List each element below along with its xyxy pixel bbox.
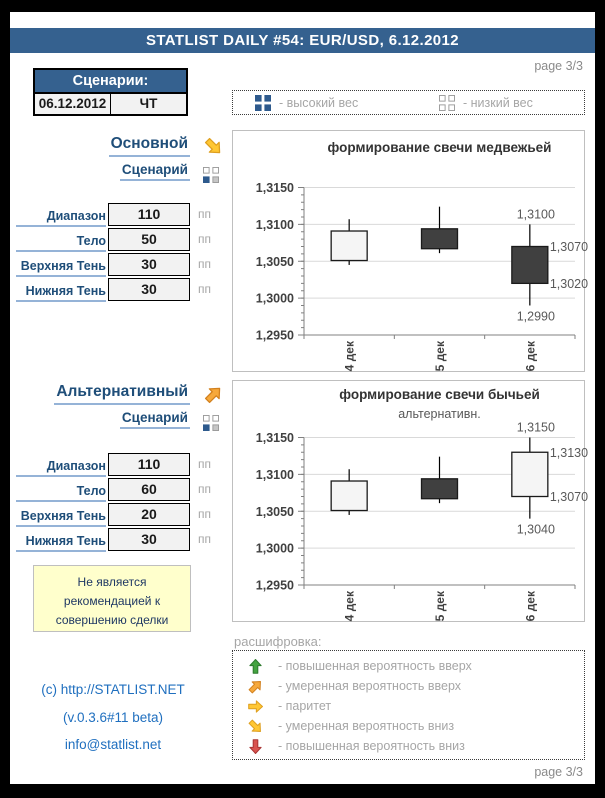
param-unit: пп xyxy=(198,232,211,246)
moderate-down-arrow-icon xyxy=(203,136,224,157)
svg-text:1,3150: 1,3150 xyxy=(516,420,555,435)
legend-item-strong-down xyxy=(233,736,584,756)
param-row-range xyxy=(10,203,228,228)
main-scenario-heading xyxy=(18,135,190,181)
scenarios-header: Сценарии: xyxy=(35,70,186,92)
param-value: 110 xyxy=(108,453,190,476)
param-label: Тело xyxy=(16,234,106,252)
svg-text:1,3100: 1,3100 xyxy=(255,467,294,482)
param-label: Нижняя Тень xyxy=(16,534,106,552)
legend-item-strong-up xyxy=(233,656,584,676)
param-row-lower-shadow xyxy=(10,528,228,553)
param-unit: пп xyxy=(198,207,211,221)
svg-text:1,2990: 1,2990 xyxy=(516,309,555,324)
svg-text:1,3040: 1,3040 xyxy=(516,522,555,537)
legend-item-moderate-up xyxy=(233,676,584,696)
param-label: Тело xyxy=(16,484,106,502)
bearish-candle-chart xyxy=(232,130,604,372)
svg-text:4 дек: 4 дек xyxy=(342,591,357,622)
disclaimer-line: рекомендацией к xyxy=(63,594,161,608)
website-link[interactable]: (c) http://STATLIST.NET xyxy=(41,682,185,697)
param-value: 30 xyxy=(108,528,190,551)
svg-text:6 дек: 6 дек xyxy=(523,341,538,372)
bullish-candle-chart xyxy=(232,380,604,622)
param-label: Нижняя Тень xyxy=(16,284,106,302)
svg-text:формирование свечи бычьей: формирование свечи бычьей xyxy=(339,387,540,402)
high-weight-icon xyxy=(255,95,271,111)
param-value: 30 xyxy=(108,253,190,276)
param-value: 110 xyxy=(108,203,190,226)
svg-text:6 дек: 6 дек xyxy=(523,591,538,622)
param-row-range xyxy=(10,453,228,478)
main-scenario-subtitle: Сценарий xyxy=(120,162,190,181)
param-row-upper-shadow xyxy=(10,253,228,278)
main-scenario-weight-icon xyxy=(203,167,219,183)
legend-item-label: - повышенная вероятность вниз xyxy=(278,739,465,753)
moderate-up-arrow-icon xyxy=(247,678,264,695)
low-weight-legend-item xyxy=(439,91,533,114)
param-row-body xyxy=(10,478,228,503)
alt-scenario-icons xyxy=(203,384,227,436)
param-unit: пп xyxy=(198,282,211,296)
svg-text:1,3000: 1,3000 xyxy=(255,291,294,306)
alt-scenario-title: Альтернативный xyxy=(54,383,190,405)
footer xyxy=(24,676,202,759)
version-label: (v.0.3.6#11 beta) xyxy=(62,709,164,725)
param-label: Верхняя Тень xyxy=(16,259,106,277)
disclaimer-line: совершению сделки xyxy=(55,613,169,627)
weights-legend xyxy=(232,90,585,115)
param-unit: пп xyxy=(198,532,211,546)
param-label: Диапазон xyxy=(16,459,106,477)
param-row-lower-shadow xyxy=(10,278,228,303)
alt-scenario-weight-icon xyxy=(203,415,219,431)
param-unit: пп xyxy=(198,457,211,471)
scenario-weekday: ЧТ xyxy=(111,94,186,114)
legend-item-label: - паритет xyxy=(278,699,332,713)
alt-scenario-subtitle: Сценарий xyxy=(120,410,190,429)
email-link[interactable]: info@statlist.net xyxy=(64,737,162,752)
param-value: 60 xyxy=(108,478,190,501)
svg-text:1,3050: 1,3050 xyxy=(255,254,294,269)
strong-up-arrow-icon xyxy=(247,658,264,675)
svg-text:1,3070: 1,3070 xyxy=(549,240,589,254)
high-weight-legend-item xyxy=(255,91,358,114)
decoder-label: расшифровка: xyxy=(234,634,322,649)
svg-text:альтернативн.: альтернативн. xyxy=(398,407,481,421)
svg-text:формирование свечи медвежьей: формирование свечи медвежьей xyxy=(327,140,552,155)
high-weight-label: - высокий вес xyxy=(279,95,359,110)
param-row-body xyxy=(10,228,228,253)
page-number-bottom: page 3/3 xyxy=(534,765,583,779)
disclaimer-line: Не является xyxy=(77,575,147,589)
svg-text:5 дек: 5 дек xyxy=(433,591,447,622)
svg-text:1,3000: 1,3000 xyxy=(255,541,294,556)
param-unit: пп xyxy=(198,257,211,271)
scenarios-date-table xyxy=(33,68,188,116)
param-label: Верхняя Тень xyxy=(16,509,106,527)
disclaimer-note xyxy=(33,565,191,632)
scenario-date: 06.12.2012 xyxy=(35,94,111,114)
param-value: 20 xyxy=(108,503,190,526)
right-arrow-icon xyxy=(247,698,264,715)
svg-text:1,3020: 1,3020 xyxy=(549,276,589,291)
svg-text:1,3100: 1,3100 xyxy=(516,207,555,222)
svg-text:1,3150: 1,3150 xyxy=(255,431,294,445)
svg-text:4 дек: 4 дек xyxy=(342,341,357,372)
low-weight-label: - низкий вес xyxy=(463,95,533,110)
main-scenario-icons xyxy=(203,136,227,188)
strong-down-arrow-icon xyxy=(247,738,264,755)
report-page xyxy=(10,12,595,784)
svg-text:1,3150: 1,3150 xyxy=(255,181,294,195)
report-title: STATLIST DAILY #54: EUR/USD, 6.12.2012 xyxy=(10,28,595,53)
svg-text:1,3070: 1,3070 xyxy=(549,490,589,504)
moderate-down-arrow-icon xyxy=(247,718,264,735)
moderate-up-arrow-icon xyxy=(203,384,224,405)
param-value: 50 xyxy=(108,228,190,251)
legend-item-label: - повышенная вероятность вверх xyxy=(278,659,472,673)
param-row-upper-shadow xyxy=(10,503,228,528)
alt-scenario-heading xyxy=(18,383,190,429)
svg-text:1,2950: 1,2950 xyxy=(255,328,294,343)
decoder-legend xyxy=(232,650,585,760)
param-unit: пп xyxy=(198,482,211,496)
legend-item-parity xyxy=(233,696,584,716)
param-value: 30 xyxy=(108,278,190,301)
legend-item-label: - умеренная вероятность вниз xyxy=(278,719,455,733)
svg-text:1,3130: 1,3130 xyxy=(549,445,589,460)
page-number-top: page 3/3 xyxy=(534,59,583,73)
svg-text:5 дек: 5 дек xyxy=(433,341,447,372)
param-unit: пп xyxy=(198,507,211,521)
svg-text:1,2950: 1,2950 xyxy=(255,578,294,593)
legend-item-moderate-down xyxy=(233,716,584,736)
svg-text:1,3050: 1,3050 xyxy=(255,504,294,519)
table-row xyxy=(35,92,186,114)
param-label: Диапазон xyxy=(16,209,106,227)
legend-item-label: - умеренная вероятность вверх xyxy=(278,679,462,693)
svg-text:1,3100: 1,3100 xyxy=(255,217,294,232)
low-weight-icon xyxy=(439,95,455,111)
main-scenario-title: Основной xyxy=(109,135,190,157)
